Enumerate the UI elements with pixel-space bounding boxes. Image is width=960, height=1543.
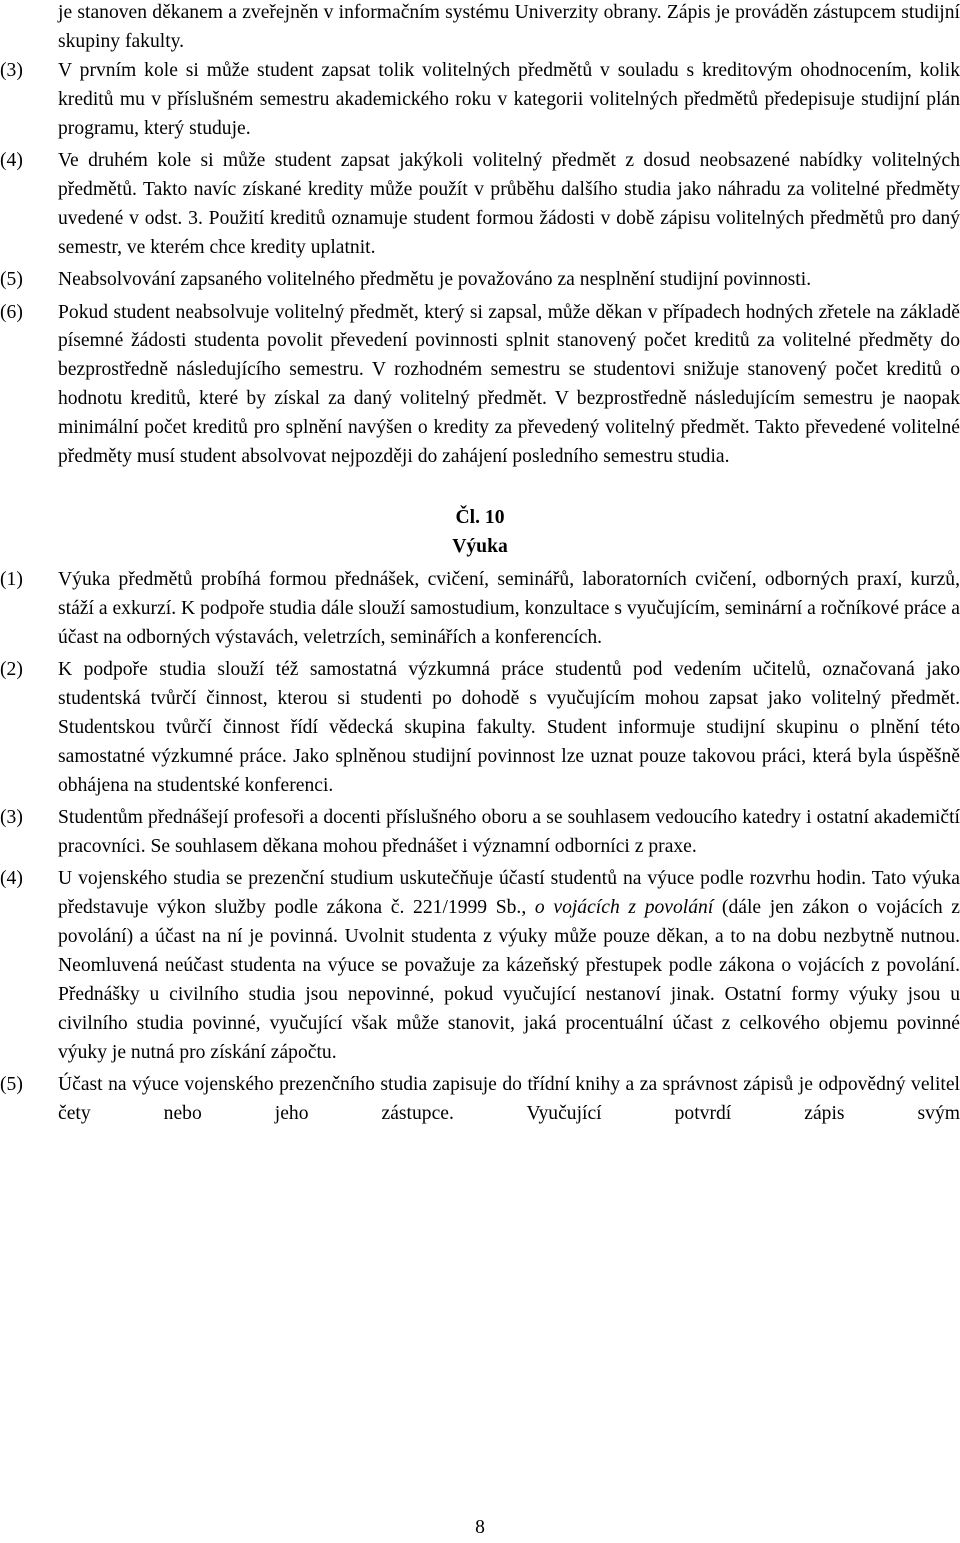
section9-paragraph-3 — [0, 57, 960, 144]
paragraph-number: (6) — [0, 301, 23, 323]
continuation-paragraph: je stanoven děkanem a zveřejněn v informačním systému Univerzity obrany. Zápis je prováděn zástupcem studijní skupiny fakulty. — [58, 2, 960, 52]
paragraph-number: (2) — [0, 659, 23, 681]
section9-paragraph-5 — [0, 266, 960, 295]
article-number: Čl. 10 — [455, 507, 505, 528]
paragraph-number: (1) — [0, 568, 23, 590]
paragraph-text: Neabsolvování zapsaného volitelného předmětu je považováno za nesplnění studijní povinnosti. — [58, 269, 812, 291]
paragraph-text: Výuka předmětů probíhá formou přednášek, cvičení, seminářů, laboratorních cvičení, odborných praxí, kurzů, stáží a exkurzí. K podpoře studia dále slouží samostudium, konzultace s vyučujícím, seminární a ročníkové práce a účast na odborných výstavách, veletrzích, seminářích a konferencích. — [58, 568, 960, 648]
paragraph-text — [58, 865, 960, 1067]
paragraph-number: (4) — [0, 150, 23, 172]
paragraph-text: V prvním kole si může student zapsat tolik volitelných předmětů v souladu s kreditovým ohodnocením, kolik kreditů mu v příslušném semestru akademického roku v kategorii volitelných předmětů předepisuje studijní plán programu, který studuje. — [58, 59, 960, 139]
section10-paragraph-3 — [0, 804, 960, 862]
paragraph-number: (3) — [0, 807, 23, 829]
section9-paragraph-4 — [0, 147, 960, 263]
paragraph-number: (4) — [0, 868, 23, 890]
section10-paragraph-5 — [0, 1071, 960, 1129]
article-title: Výuka — [452, 535, 508, 557]
section10-paragraph-4 — [0, 865, 960, 1067]
paragraph-text: Studentům přednášejí profesoři a docenti příslušného oboru a se souhlasem vedoucího katedry i ostatní akademičtí pracovníci. Se souhlasem děkana mohou přednášet i významní odborníci z praxe. — [58, 807, 960, 857]
paragraph-text: Ve druhém kole si může student zapsat jakýkoli volitelný předmět z dosud neobsazené nabídky volitelných předmětů. Takto navíc získané kredity může použít v průběhu dalšího studia jako náhradu za volitelné předměty uvedené v odst. 3. Použití kreditů oznamuje student formou žádosti v době zápisu volitelných předmětů pro daný semestr, ve kterém chce kredity uplatnit. — [58, 150, 960, 258]
paragraph-number: (3) — [0, 59, 23, 81]
paragraph-text-part-a: U vojenského studia se prezenční studium uskutečňuje účastí studentů na výuce podle rozvrhu hodin. Tato výuka představuje výkon služby podle zákona č. 221/1999 Sb., — [58, 868, 960, 919]
paragraph-text-part-b: (dále jen zákon o vojácích z povolání) a účast na ní je povinná. Uvolnit studenta z výuky může pouze děkan, a to na dobu nezbytně nutnou. Neomluvená neúčast studenta na výuce se považuje za kázeňský přestupek podle zákona o vojácích z povolání. Přednášky u civilního studia jsou nepovinné, pokud vyučující nestanoví jinak. Ostatní formy výuky jsou u civilního studia povinné, vyučující však může stanovit, jaká procentuální účast z celkového objemu povinné výuky je nutná pro získání zápočtu. — [58, 897, 960, 1063]
law-title-italic: o vojácích z povolání — [534, 897, 714, 919]
paragraph-number: (5) — [0, 269, 23, 291]
paragraph-text: K podpoře studia slouží též samostatná výzkumná práce studentů pod vedením učitelů, označovaná jako studentská tvůrčí činnost, kterou si studenti po dohodě s vyučujícím mohou zapsat jako volitelný předmět. Studentskou tvůrčí činnost řídí vědecká skupina fakulty. Student informuje studijní skupinu o plnění této samostatné výzkumné práce. Jako splněnou studijní povinnost lze uznat pouze takovou práci, která byla úspěšně obhájena na studentské konferenci. — [58, 659, 960, 796]
paragraph-text: Účast na výuce vojenského prezenčního studia zapisuje do třídní knihy a za správnost zápisů je odpovědný velitel čety nebo jeho zástupce. Vyučující potvrdí zápis svým — [58, 1074, 960, 1125]
section9-paragraph-6 — [0, 299, 960, 472]
section10-paragraph-2 — [0, 656, 960, 801]
section10-paragraph-1 — [0, 566, 960, 653]
page-number: 8 — [475, 1517, 485, 1538]
paragraph-text: Pokud student neabsolvuje volitelný předmět, který si zapsal, může děkan v případech hodných zřetele na základě písemné žádosti studenta povolit převedení povinnosti splnit stanovený počet kreditů za volitelné předměty do bezprostředně následujícího semestru. V rozhodném semestru se studentovi snižuje stanovený počet kreditů o hodnotu kreditů, které by získal za daný volitelný předmět. V bezprostředně následujícím semestru je naopak minimální počet kreditů pro splnění navýšen o kredity za převedený volitelný předmět. Takto převedené volitelné předměty musí student absolvovat nejpozději do zahájení posledního semestru studia. — [58, 301, 960, 468]
paragraph-number: (5) — [0, 1074, 23, 1096]
